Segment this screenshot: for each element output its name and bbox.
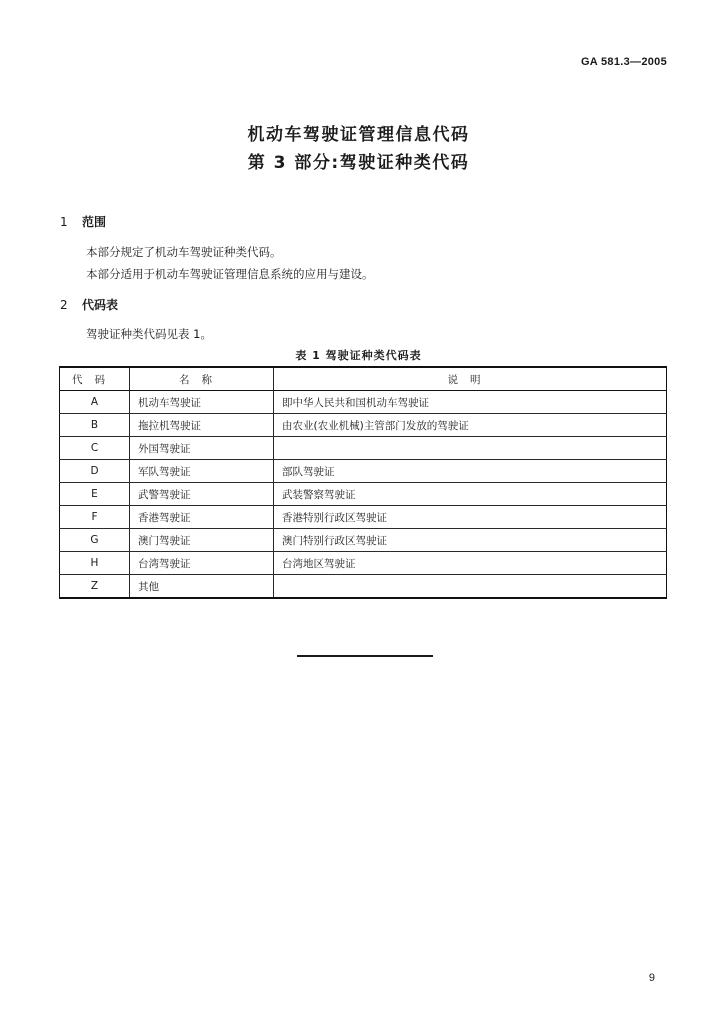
description-cell: 武装警察驾驶证	[274, 483, 667, 506]
name-cell: 其他	[130, 575, 274, 599]
table-row	[60, 414, 667, 437]
section-1-title: 范围	[82, 215, 107, 229]
table-row	[60, 529, 667, 552]
code-cell: D	[60, 460, 130, 483]
table-row	[60, 506, 667, 529]
table-row	[60, 575, 667, 599]
code-cell: A	[60, 391, 130, 414]
name-cell: 拖拉机驾驶证	[130, 414, 274, 437]
section-1-heading	[60, 213, 106, 230]
table-row	[60, 437, 667, 460]
name-cell: 军队驾驶证	[130, 460, 274, 483]
name-cell: 武警驾驶证	[130, 483, 274, 506]
description-cell	[274, 437, 667, 460]
section-1-number: 1	[60, 215, 68, 229]
description-cell: 澳门特别行政区驾驶证	[274, 529, 667, 552]
document-title: 机动车驾驶证管理信息代码	[247, 125, 470, 145]
column-header-name: 名称	[130, 367, 274, 391]
page-number: 9	[648, 972, 655, 984]
code-cell: B	[60, 414, 130, 437]
table-header-row	[60, 367, 667, 391]
description-cell	[274, 575, 667, 599]
section-2-number: 2	[60, 298, 68, 312]
table-row	[60, 483, 667, 506]
table-caption: 表 1 驾驶证种类代码表	[295, 349, 422, 362]
description-cell: 部队驾驶证	[274, 460, 667, 483]
name-cell: 外国驾驶证	[130, 437, 274, 460]
code-cell: H	[60, 552, 130, 575]
name-cell: 澳门驾驶证	[130, 529, 274, 552]
code-table	[59, 366, 667, 599]
column-header-code: 代码	[60, 367, 130, 391]
table-row	[60, 391, 667, 414]
document-subtitle: 第 3 部分:驾驶证种类代码	[247, 153, 470, 173]
name-cell: 台湾驾驶证	[130, 552, 274, 575]
column-header-description: 说明	[274, 367, 667, 391]
section-1-paragraph-2: 本部分适用于机动车驾驶证管理信息系统的应用与建设。	[86, 267, 374, 281]
code-cell: E	[60, 483, 130, 506]
name-cell: 机动车驾驶证	[130, 391, 274, 414]
end-of-document-rule	[297, 655, 433, 657]
section-2-heading	[60, 296, 118, 313]
table-row	[60, 460, 667, 483]
description-cell: 台湾地区驾驶证	[274, 552, 667, 575]
code-cell: Z	[60, 575, 130, 599]
code-cell: G	[60, 529, 130, 552]
table-row	[60, 552, 667, 575]
section-2-paragraph: 驾驶证种类代码见表 1。	[86, 327, 212, 341]
code-cell: F	[60, 506, 130, 529]
name-cell: 香港驾驶证	[130, 506, 274, 529]
code-cell: C	[60, 437, 130, 460]
description-cell: 香港特别行政区驾驶证	[274, 506, 667, 529]
description-cell: 由农业(农业机械)主管部门发放的驾驶证	[274, 414, 667, 437]
standard-number: GA 581.3—2005	[580, 56, 667, 68]
description-cell: 即中华人民共和国机动车驾驶证	[274, 391, 667, 414]
section-2-title: 代码表	[82, 298, 119, 312]
section-1-paragraph-1: 本部分规定了机动车驾驶证种类代码。	[86, 245, 282, 259]
